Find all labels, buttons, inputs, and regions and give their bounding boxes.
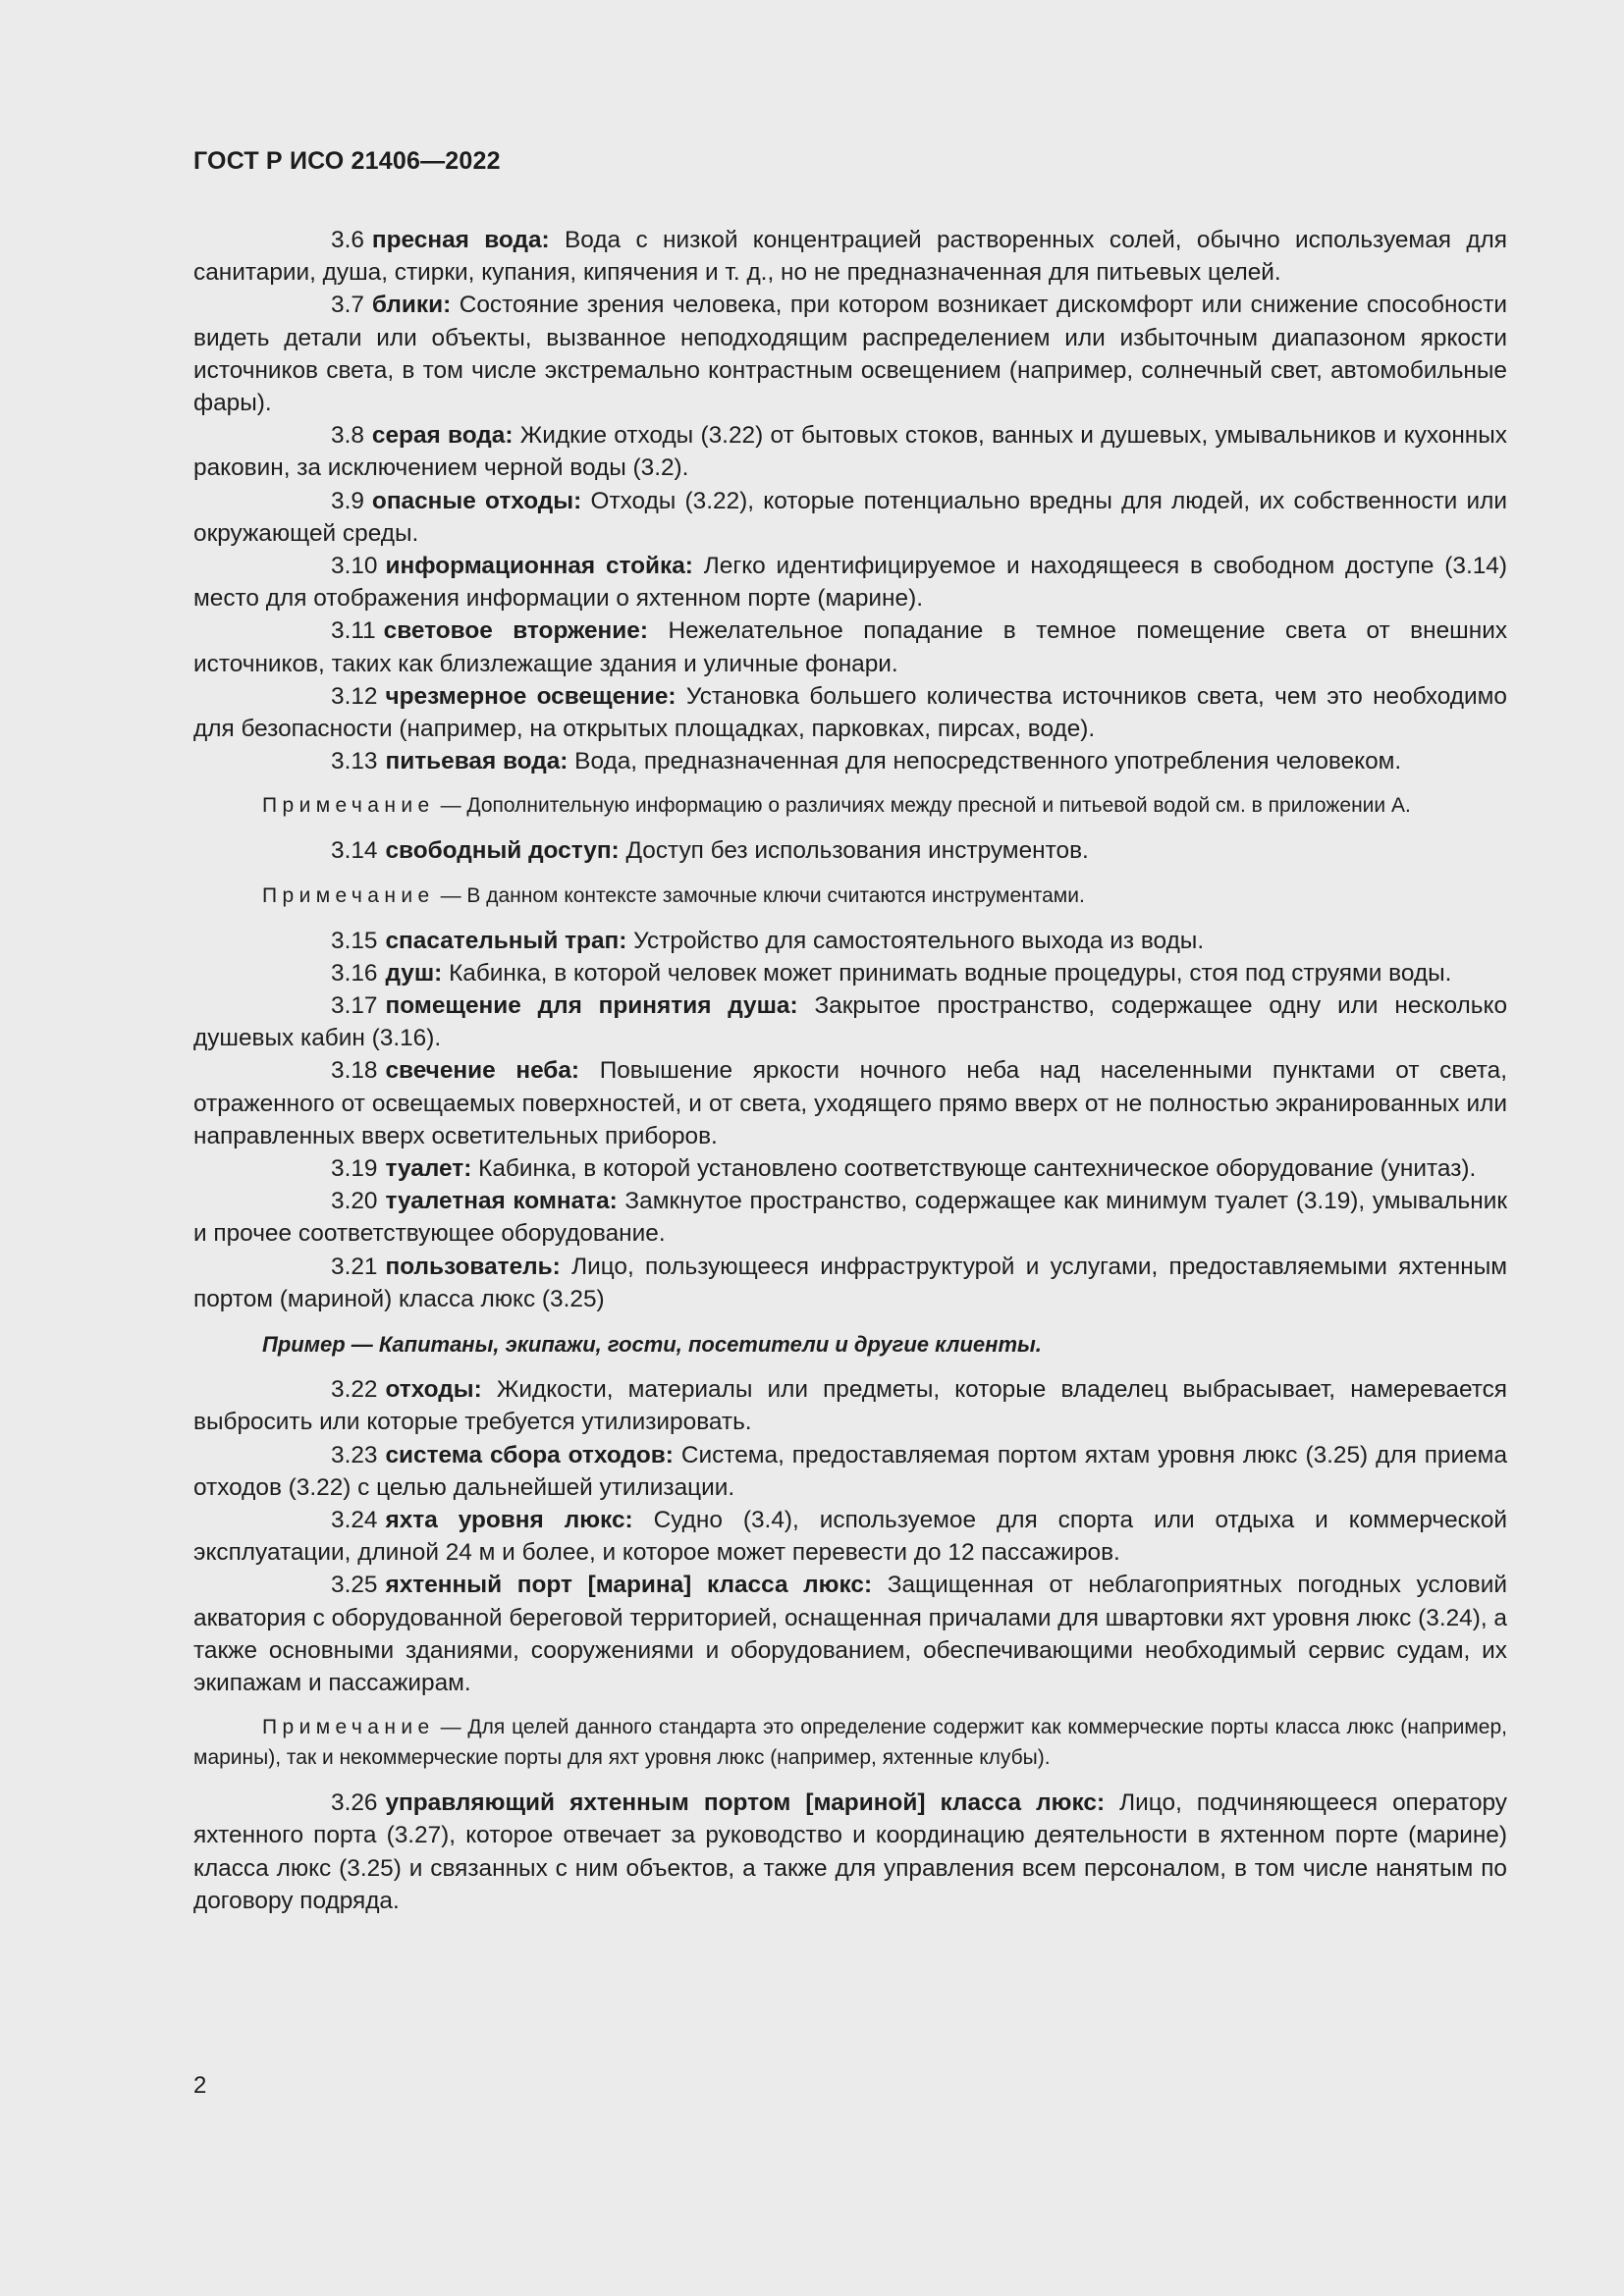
term-number: 3.9: [331, 487, 364, 514]
term-name: свечение неба:: [385, 1057, 580, 1085]
term-number: 3.25: [331, 1572, 378, 1599]
term-number: 3.13: [331, 748, 378, 775]
term-name: управляющий яхтенным портом [мариной] класса люкс:: [385, 1789, 1106, 1817]
term-definition: Жидкости, материалы или предметы, которые владелец выбрасывает, намеревается выбросить или которые требуется утилизировать.: [193, 1376, 1507, 1436]
term-definition: Вода, предназначенная для непосредственного употребления человеком.: [574, 748, 1402, 775]
term-3-19: [193, 1152, 1507, 1185]
document-body: [193, 224, 1507, 1917]
note-3-14: [193, 881, 1507, 911]
term-number: 3.12: [331, 682, 378, 710]
term-3-22: [193, 1373, 1507, 1438]
term-number: 3.21: [331, 1253, 378, 1280]
term-name: питьевая вода:: [385, 748, 568, 775]
term-3-17: [193, 989, 1507, 1054]
term-3-24: [193, 1504, 1507, 1569]
term-number: 3.16: [331, 959, 378, 987]
term-number: 3.26: [331, 1789, 378, 1817]
term-number: 3.8: [331, 422, 364, 450]
term-name: световое вторжение:: [383, 617, 648, 645]
term-number: 3.10: [331, 553, 378, 580]
term-3-14: [193, 834, 1507, 867]
document-header: ГОСТ Р ИСО 21406—2022: [193, 147, 501, 175]
term-3-16: [193, 957, 1507, 989]
term-definition: Закрытое пространство, содержащее одну или несколько душевых кабин (3.16).: [193, 992, 1508, 1052]
term-3-23: [193, 1439, 1507, 1504]
term-name: чрезмерное освещение:: [385, 682, 677, 710]
term-name: пресная вода:: [371, 227, 550, 253]
term-definition: Состояние зрения человека, при котором возникает дискомфорт или снижение способности видеть детали или объекты, вызванное неподходящим распределением или избыточным диапазоном яркости источников света, в том числе экстремально контрастным освещением (например, солнечный свет, автомобильные фары).: [193, 292, 1507, 417]
term-name: туалетная комната:: [385, 1188, 618, 1215]
term-3-12: [193, 680, 1507, 745]
term-definition: Доступ без использования инструментов.: [625, 837, 1089, 865]
term-definition: Кабинка, в которой установлено соответствующе сантехническое оборудование (унитаз).: [478, 1155, 1477, 1183]
term-number: 3.6: [331, 227, 364, 253]
term-3-8: [193, 419, 1507, 484]
term-name: блики:: [371, 292, 452, 319]
term-definition: Легко идентифицируемое и находящееся в свободном доступе (3.14) место для отображения информации о яхтенном порте (марине).: [193, 553, 1507, 613]
note-3-25: [193, 1712, 1507, 1773]
term-3-26: [193, 1787, 1507, 1917]
term-3-7: [193, 289, 1507, 419]
note-text: — В данном контексте замочные ключи считаются инструментами.: [440, 883, 1085, 907]
term-definition: Установка большего количества источников света, чем это необходимо для безопасности (например, на открытых площадках, парковках, пирсах, воде).: [193, 682, 1507, 743]
term-3-18: [193, 1054, 1507, 1152]
term-definition: Нежелательное попадание в темное помещение света от внешних источников, таких как близлежащие здания и уличные фонари.: [193, 617, 1508, 677]
term-definition: Отходы (3.22), которые потенциально вредны для людей, их собственности или окружающей среды.: [193, 487, 1508, 547]
note-text: — Для целей данного стандарта это определение содержит как коммерческие порты класса люкс (например, марины), так и некоммерческие порты для яхт уровня люкс (например, яхтенные клубы).: [193, 1716, 1507, 1770]
term-number: 3.7: [331, 292, 364, 319]
term-number: 3.20: [331, 1188, 378, 1215]
term-definition: Система, предоставляемая портом яхтам уровня люкс (3.25) для приема отходов (3.22) с целью дальнейшей утилизации.: [193, 1441, 1508, 1501]
term-name: опасные отходы:: [371, 487, 582, 514]
term-number: 3.23: [331, 1441, 378, 1468]
term-number: 3.17: [331, 992, 378, 1020]
term-definition: Устройство для самостоятельного выхода из воды.: [633, 927, 1205, 954]
term-name: яхта уровня люкс:: [385, 1506, 633, 1533]
example-3-21: Пример — Капитаны, экипажи, гости, посетители и другие клиенты.: [262, 1332, 1042, 1358]
term-3-25: [193, 1569, 1507, 1699]
note-label: Примечание: [262, 794, 435, 818]
term-3-21: [193, 1251, 1507, 1315]
term-3-10: [193, 550, 1507, 614]
term-name: свободный доступ:: [385, 837, 620, 865]
term-name: спасательный трап:: [385, 927, 627, 954]
term-name: душ:: [385, 959, 443, 987]
term-name: яхтенный порт [марина] класса люкс:: [385, 1572, 873, 1599]
term-3-11: [193, 614, 1507, 679]
term-definition: Лицо, пользующееся инфраструктурой и услугами, предоставляемыми яхтенным портом (мариной) класса люкс (3.25): [193, 1253, 1507, 1312]
term-number: 3.18: [331, 1057, 378, 1085]
term-definition: Судно (3.4), используемое для спорта или отдыха и коммерческой эксплуатации, длиной 24 м и более, и которое может перевести до 12 пассажиров.: [193, 1506, 1508, 1567]
term-name: информационная стойка:: [385, 553, 693, 580]
term-3-13: [193, 745, 1507, 777]
term-definition: Замкнутое пространство, содержащее как минимум туалет (3.19), умывальник и прочее соответствующее оборудование.: [193, 1188, 1507, 1248]
term-definition: Защищенная от неблагоприятных погодных условий акватория с оборудованной береговой территорией, оснащенная причалами для швартовки яхт уровня люкс (3.24), а также основными зданиями, сооружениями и оборудованием, обеспечивающими необходимый сервис судам, их экипажам и пассажирам.: [193, 1572, 1507, 1696]
term-number: 3.24: [331, 1506, 378, 1533]
page-number: 2: [193, 2072, 207, 2099]
term-name: отходы:: [385, 1376, 482, 1404]
term-3-6: [193, 224, 1507, 289]
term-number: 3.14: [331, 837, 378, 865]
term-3-15: [193, 925, 1507, 957]
term-number: 3.15: [331, 927, 378, 954]
term-name: пользователь:: [385, 1253, 561, 1280]
note-label: Примечание: [262, 883, 435, 907]
note-text: — Дополнительную информацию о различиях между пресной и питьевой водой см. в приложении А.: [440, 794, 1411, 818]
term-3-20: [193, 1185, 1507, 1250]
note-label: Примечание: [262, 1716, 435, 1739]
term-number: 3.19: [331, 1155, 378, 1183]
term-name: помещение для принятия душа:: [385, 992, 798, 1020]
term-definition: Повышение яркости ночного неба над населенными пунктами от света, отраженного от освещаемых поверхностей, и от света, уходящего прямо вверх от не полностью экранированных или направленных вверх осветительных приборов.: [193, 1057, 1507, 1149]
term-definition: Вода с низкой концентрацией растворенных солей, обычно используемая для санитарии, душа, стирки, купания, кипячения и т. д., но не предназначенная для питьевых целей.: [193, 227, 1507, 287]
term-name: система сбора отходов:: [385, 1441, 674, 1468]
term-name: туалет:: [385, 1155, 472, 1183]
note-3-13: [193, 790, 1507, 821]
term-name: серая вода:: [371, 422, 514, 450]
term-definition: Лицо, подчиняющееся оператору яхтенного порта (3.27), которое отвечает за руководство и координацию деятельности в яхтенном порте (марине) класса люкс (3.25) и связанных с ним объектов, а также для управления всем персоналом, в том числе нанятым по договору подряда.: [193, 1789, 1507, 1914]
term-definition: Кабинка, в которой человек может принимать водные процедуры, стоя под струями воды.: [449, 959, 1452, 987]
term-definition: Жидкие отходы (3.22) от бытовых стоков, ванных и душевых, умывальников и кухонных раковин, за исключением черной воды (3.2).: [193, 422, 1507, 482]
term-number: 3.22: [331, 1376, 378, 1404]
term-number: 3.11: [331, 617, 376, 645]
term-3-9: [193, 485, 1507, 550]
